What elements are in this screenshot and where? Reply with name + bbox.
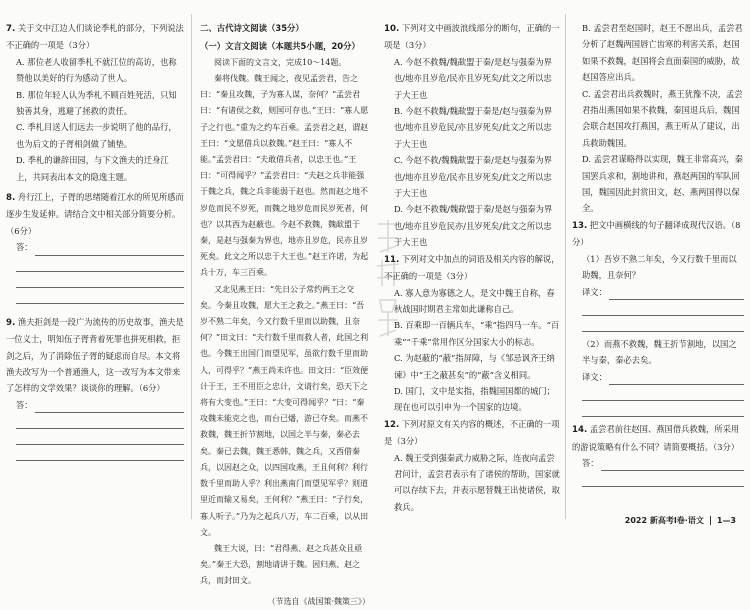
subsection-heading: （一）文言文阅读（本题共5小题，20分） [200,41,360,52]
q13-item-1: （1）吾岁不熟二年矣，今又行数千里而以助魏，且奈何？ [582,253,737,281]
question-13-stem: 13. 把文中画横线的句子翻译成现代汉语。（8分） [572,219,741,248]
q12-option-c: C. 孟尝君出兵救魏时，燕王犹豫不决，孟尝君指出燕国如果不救魏，秦国退兵后，魏国会联合赵国攻打燕国，燕王听从了建议，出兵救助魏国。 [582,88,743,148]
column-1 [6,20,184,461]
q13-1-answer-line-3[interactable] [582,316,744,332]
question-9-stem: 9. 渔夫拒剑是一段广为流传的历史故事，渔夫是一位义士，明知伍子胥背着死罪也拼死相救，拒剑之后，为了消除伍子胥的疑虑而自尽。本文将渔夫改写为一个普通渔人，这一改写为本文带来了怎样的文学效果？谈谈你的理解。（6分） [6,316,184,394]
passage-paragraph-1: 秦将伐魏。魏王闻之，夜见孟尝君，告之曰：“秦且攻魏，子为寡人谋，奈何？”孟尝君曰：“有诸侯之救，则国可存也。”王曰：“寡人愿子之行也。”重为之约车百乘。孟尝君之赵，谓赵王曰：“文愿借兵以救魏。”赵王曰：“寡人不能。”孟尝君曰：“夫敢借兵者，以忠王也。”王曰：“可得闻乎？”孟尝君曰：“夫赵之兵非能强于魏之兵，魏之兵非能弱于赵也。然而赵之地不岁危而民不岁死，而魏之地岁危而民岁死者，何也？以其西为赵蔽也。今赵不救魏，魏歃盟于秦，是赵与强秦为界也，地亦且岁危，民亦且岁死矣。此文之所以忠于大王也。”赵王许诺，为起兵十万，车三百乘。 [200,74,369,278]
q12-option-b: B. 孟尝君至赵国时，赵王不愿出兵，孟尝君分析了赵魏两国唇亡齿寒的利害关系，赵国如果不救魏，赵国将会直面秦国的威胁，故赵国答应出兵。 [582,23,743,83]
q11-option-d: D. 国门，文中是实指，指魏国国都的城门；现在也可以引申为一个国家的边境。 [394,385,555,413]
q13-1-answer-line-2[interactable] [582,300,744,316]
q10-option-c: C. 今赵不救/魏魏歃盟于秦/是赵与强秦为界也/地亦且岁危/民亦且岁死矣/此文之所以忠于大王也 [394,155,552,199]
passage-source: （节选自《战国策·魏策三》） [267,596,370,606]
q8-answer-line[interactable]: 答： [6,239,184,255]
q12-option-d: D. 孟尝君谋略得以实现，魏王非常高兴，秦国罢兵求和，割地讲和，燕赵两国的军队回国，魏国因此封赏田文，赵、燕两国得以保全。 [582,154,743,214]
q7-option-c: C. 季札目送人们远去一步说明了他的品行，也为后文的子胥相剑做了铺垫。 [16,122,177,149]
q10-option-a: A. 今赵不救魏/魏歃盟于秦/是赵与强秦为界也/地亦且岁危/民亦且岁死矣/此文之所以忠于大王也 [394,56,552,100]
passage-paragraph-2: 又北见燕王曰：“先日公子常约两王之交矣。今秦且攻魏，愿大王之救之。”燕王曰：“吾岁不熟二年矣，今又行数千里而以助魏，且奈何？”田文曰：“夫行数千里而救人者，此国之利也。今魏王出国门而望见军，虽欲行数千里而助人，可得乎？”燕王尚未许也。田文曰：“臣效便计于王，王不用臣之忠计，文请行矣，恐天下之将有大变也。”王曰：“大变可得闻乎？”曰：“秦攻魏未能克之也，而台已燔，游已夺矣。而燕不救魏，魏王折节割地，以国之半与秦，秦必去矣。秦已去魏，魏王悉韩、魏之兵，又西借秦兵，以因赵之众，以四国攻燕，王且何利？利行数千里而助人乎？利出燕南门而望见军乎？则道里近而输又易矣，王何利？”燕王曰：“子行矣，寡人听子。”乃为之起兵八万，车二百乘，以从田文。 [200,284,369,537]
question-8-stem: 8. 舟行江上，子胥的思绪随着江水的所见所感而逐步生发延伸。请结合文中相关部分简要分析。（6分） [6,192,184,236]
column-3 [384,20,560,515]
q10-option-d: D. 今赵不救魏/魏歃盟于秦/是赵与强秦为界也/地亦且岁危民亦/且岁死矣/此文之所以忠于大王也 [394,204,553,248]
q14-answer-line-2[interactable] [582,471,744,487]
q10-option-b: B. 今赵不救魏/魏歃盟于秦是/赵与强秦为界也/地亦且岁危民/亦且岁死矣/此文之所以忠于大王也 [394,106,553,149]
page-number: 1—3 [716,516,736,525]
q9-answer-line[interactable]: 答： [6,397,184,413]
q8-answer-line-3[interactable] [16,272,184,288]
question-14-stem: 14. 孟尝君前往赵国、燕国借兵救魏，所采用的游说策略有什么不同？请简要概括。（3分） [572,424,740,452]
q7-option-d: D. 季札的谦辞田园，与下文渔夫的迁身江上，共同表出本文的隐逸主题。 [16,155,169,182]
q9-answer-line-3[interactable] [16,429,184,445]
q11-option-a: A. 寡人意为寡德之人，是文中魏王自称，春秋战国时期君主常如此谦称自己。 [394,287,555,314]
q13-1-answer-line[interactable]: 译文： [572,284,744,300]
column-2 [200,20,370,610]
q13-item-2: （2）而燕不救魏，魏王折节割地，以国之半与秦，秦必去矣。 [582,338,737,366]
q13-2-answer-line[interactable]: 译文： [572,369,744,385]
page-footer [625,515,736,526]
q8-answer-line-4[interactable] [16,288,184,304]
q9-answer-line-4[interactable] [16,445,184,461]
question-11-stem: 11. 下列对文中加点的词语及相关内容的解说，不正确的一项是（3分） [384,253,560,282]
q7-option-a: A. 那位老人收留季札不就江位的高访，也称赞他以美好的行为感动了世人。 [16,56,177,84]
passage-intro: 阅读下面的文言文，完成10～14题。 [214,57,347,67]
q11-option-b: B. 百乘即一百辆兵车，“乘”指四马一车。“百乘”“千乘”常用作区分国家大小的标志。 [394,320,560,347]
section-heading: 二、古代诗文阅读（35分） [200,23,304,33]
column-divider [191,14,192,519]
q11-option-c: C. 为赵蔽的“蔽”指屏障，与《邹忌讽齐王纳谏》中“王之蔽甚矣”的“蔽”含义相同。 [394,353,555,380]
footer-divider [710,516,711,525]
q14-answer-line[interactable]: 答： [572,455,744,471]
question-12-stem: 12. 下列对原文有关内容的概述，不正确的一项是（3分） [384,418,560,447]
q13-2-answer-line-3[interactable] [582,401,744,417]
footer-label: 2022 新高考Ⅰ卷·语文 [624,516,704,525]
column-divider-2 [565,14,566,519]
q8-answer-line-2[interactable] [16,256,184,272]
column-4 [572,20,744,487]
question-10-stem: 10. 下列对文中画波浪线部分的断句，正确的一项是（3分） [384,23,560,51]
question-7-stem: 7. 关于文中江边人们谈论季札的部分，下列说法不正确的一项是（3分） [6,23,184,51]
passage-paragraph-3: 魏王大说，曰：“君得燕、赵之兵甚众且亟矣。”秦王大恐，割地请讲于魏。因归燕、赵之兵，而封田文。 [200,543,363,586]
q7-option-b: B. 那位年轻人认为季札不顾百姓死活，只知独善其身，逃避了拯救的责任。 [16,89,177,117]
q9-answer-line-2[interactable] [16,413,184,429]
q12-option-a: A. 魏王受到强秦武力威胁之际，连夜向孟尝君问计，孟尝君表示有了诸侯的帮助，国家就可以存续下去，并表示愿替魏王出使诸侯，取救兵。 [394,452,560,512]
q13-2-answer-line-2[interactable] [582,385,744,401]
